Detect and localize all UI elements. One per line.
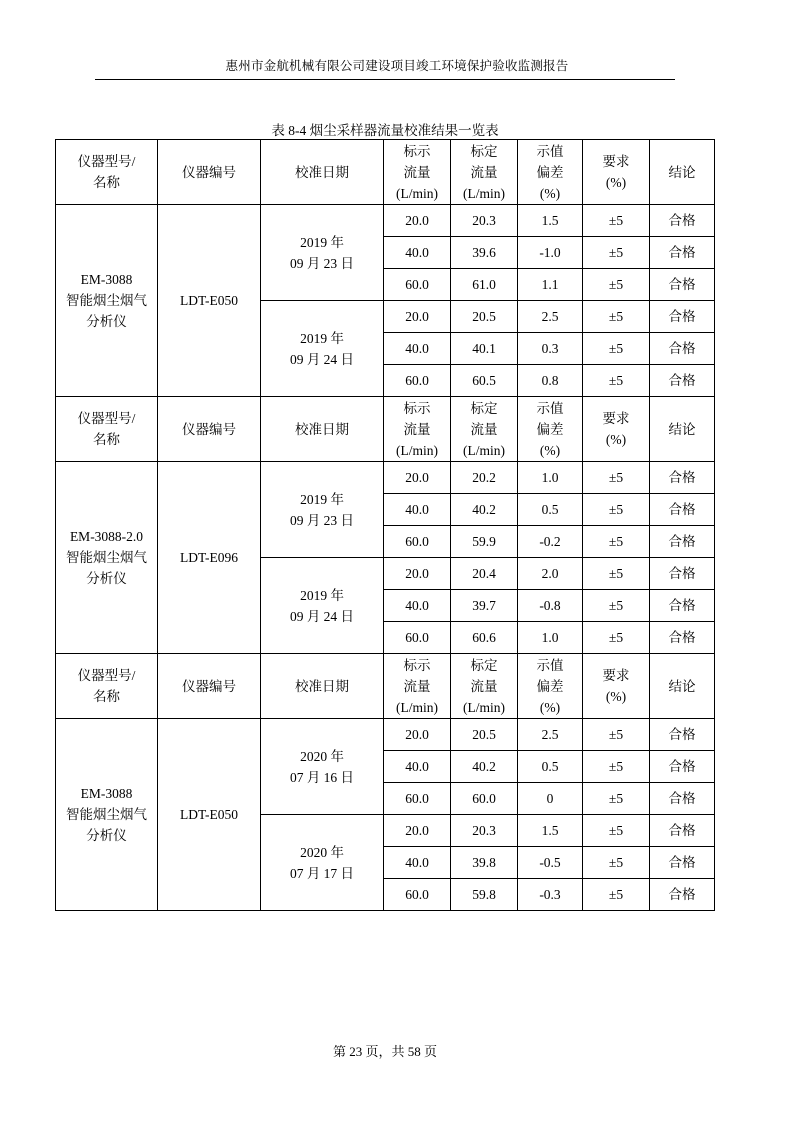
conclusion-cell: 合格	[650, 333, 715, 365]
header-nominal-flow-line: 标示	[403, 143, 431, 159]
calibration-date	[261, 301, 384, 397]
requirement-cell: ±5	[583, 333, 650, 365]
conclusion-cell: 合格	[650, 719, 715, 751]
header-deviation-line: 示值	[536, 143, 564, 159]
header-nominal-flow-line: (L/min)	[396, 442, 438, 458]
page-header: 惠州市金航机械有限公司建设项目竣工环境保护验收监测报告	[225, 59, 569, 73]
nominal-flow-cell: 60.0	[384, 526, 451, 558]
instrument-model-line: EM-3088	[80, 272, 133, 287]
conclusion-cell: 合格	[650, 462, 715, 494]
nominal-flow-cell: 60.0	[384, 622, 451, 654]
header-requirement	[583, 397, 650, 462]
nominal-flow-cell: 20.0	[384, 815, 451, 847]
instrument-serial: LDT-E096	[158, 462, 261, 654]
conclusion-cell: 合格	[650, 237, 715, 269]
deviation-cell: 1.0	[518, 462, 583, 494]
conclusion-cell: 合格	[650, 622, 715, 654]
conclusion-cell: 合格	[650, 526, 715, 558]
nominal-flow-cell: 20.0	[384, 558, 451, 590]
instrument-model-line: EM-3088	[80, 786, 133, 801]
requirement-cell: ±5	[583, 590, 650, 622]
header-requirement-line: 要求	[602, 411, 630, 426]
conclusion-cell: 合格	[650, 301, 715, 333]
header-deviation-line: (%)	[539, 442, 561, 458]
header-standard-flow-line: 流量	[470, 421, 498, 437]
header-standard-flow-line: 流量	[470, 678, 498, 694]
header-standard-flow	[451, 140, 518, 205]
header-model-line: 仪器型号/	[77, 154, 136, 169]
standard-flow-cell: 20.4	[451, 558, 518, 590]
calibration-date	[261, 205, 384, 301]
header-requirement-line: 要求	[602, 154, 630, 169]
nominal-flow-cell: 40.0	[384, 494, 451, 526]
conclusion-cell: 合格	[650, 815, 715, 847]
standard-flow-cell: 39.6	[451, 237, 518, 269]
header-date: 校准日期	[261, 140, 384, 205]
table-row	[56, 205, 715, 237]
header-standard-flow-line: (L/min)	[463, 699, 505, 715]
header-model-line: 名称	[93, 689, 120, 704]
header-nominal-flow	[384, 654, 451, 719]
instrument-serial: LDT-E050	[158, 205, 261, 397]
conclusion-cell: 合格	[650, 590, 715, 622]
deviation-cell: 2.0	[518, 558, 583, 590]
header-row	[56, 654, 715, 719]
deviation-cell: 1.5	[518, 815, 583, 847]
header-deviation-line: 偏差	[536, 421, 564, 437]
header-model-line: 名称	[93, 432, 120, 447]
conclusion-cell: 合格	[650, 879, 715, 911]
deviation-cell: 0.5	[518, 751, 583, 783]
requirement-cell: ±5	[583, 526, 650, 558]
page-number: 第 23 页，共 58 页	[332, 1044, 437, 1059]
instrument-model-line: 智能烟尘烟气	[66, 293, 147, 308]
header-standard-flow	[451, 397, 518, 462]
nominal-flow-cell: 20.0	[384, 719, 451, 751]
header-nominal-flow	[384, 140, 451, 205]
instrument-model-line: 智能烟尘烟气	[66, 550, 147, 565]
table-row	[56, 719, 715, 751]
standard-flow-cell: 60.6	[451, 622, 518, 654]
header-standard-flow-line: 流量	[470, 164, 498, 180]
header-deviation	[518, 654, 583, 719]
calibration-date-line: 07 月 16 日	[289, 769, 355, 785]
standard-flow-cell: 40.2	[451, 494, 518, 526]
standard-flow-cell: 20.2	[451, 462, 518, 494]
header-nominal-flow-line: 流量	[403, 421, 431, 437]
header-deviation-line: 示值	[536, 657, 564, 673]
standard-flow-cell: 40.2	[451, 751, 518, 783]
requirement-cell: ±5	[583, 847, 650, 879]
conclusion-cell: 合格	[650, 783, 715, 815]
header-conclusion: 结论	[650, 654, 715, 719]
requirement-cell: ±5	[583, 494, 650, 526]
calibration-date	[261, 558, 384, 654]
header-standard-flow	[451, 654, 518, 719]
standard-flow-cell: 20.3	[451, 205, 518, 237]
nominal-flow-cell: 20.0	[384, 301, 451, 333]
header-requirement-line: (%)	[605, 175, 627, 190]
deviation-cell: -0.3	[518, 879, 583, 911]
calibration-date-line: 2019 年	[300, 330, 344, 346]
header-nominal-flow	[384, 397, 451, 462]
instrument-model-line: 分析仪	[86, 571, 127, 586]
requirement-cell: ±5	[583, 879, 650, 911]
header-date: 校准日期	[261, 397, 384, 462]
calibration-date-line: 09 月 24 日	[289, 608, 355, 624]
standard-flow-cell: 39.7	[451, 590, 518, 622]
calibration-date-line: 2020 年	[300, 748, 344, 764]
header-nominal-flow-line: 流量	[403, 678, 431, 694]
header-requirement	[583, 140, 650, 205]
deviation-cell: 2.5	[518, 301, 583, 333]
nominal-flow-cell: 60.0	[384, 879, 451, 911]
header-serial: 仪器编号	[158, 397, 261, 462]
deviation-cell: 0.8	[518, 365, 583, 397]
calibration-date-line: 09 月 23 日	[289, 255, 355, 271]
header-requirement-line: (%)	[605, 689, 627, 704]
nominal-flow-cell: 20.0	[384, 462, 451, 494]
requirement-cell: ±5	[583, 237, 650, 269]
header-row	[56, 140, 715, 205]
header-model	[56, 140, 158, 205]
nominal-flow-cell: 40.0	[384, 590, 451, 622]
header-standard-flow-line: (L/min)	[463, 442, 505, 458]
header-standard-flow-line: (L/min)	[463, 185, 505, 201]
header-model	[56, 397, 158, 462]
header-deviation	[518, 397, 583, 462]
deviation-cell: 1.5	[518, 205, 583, 237]
instrument-model-line: 分析仪	[86, 828, 127, 843]
conclusion-cell: 合格	[650, 558, 715, 590]
conclusion-cell: 合格	[650, 751, 715, 783]
deviation-cell: -0.8	[518, 590, 583, 622]
calibration-date-line: 07 月 17 日	[289, 865, 355, 881]
header-row	[56, 397, 715, 462]
header-date: 校准日期	[261, 654, 384, 719]
header-nominal-flow-line: 标示	[403, 657, 431, 673]
deviation-cell: -1.0	[518, 237, 583, 269]
deviation-cell: 2.5	[518, 719, 583, 751]
requirement-cell: ±5	[583, 558, 650, 590]
standard-flow-cell: 20.3	[451, 815, 518, 847]
header-nominal-flow-line: 流量	[403, 164, 431, 180]
header-requirement-line: 要求	[602, 668, 630, 683]
header-serial: 仪器编号	[158, 654, 261, 719]
instrument-model	[56, 205, 158, 397]
requirement-cell: ±5	[583, 751, 650, 783]
header-conclusion: 结论	[650, 397, 715, 462]
header-model-line: 仪器型号/	[77, 668, 136, 683]
header-deviation-line: 偏差	[536, 164, 564, 180]
calibration-date-line: 2019 年	[300, 491, 344, 507]
deviation-cell: 0	[518, 783, 583, 815]
instrument-model-line: 分析仪	[86, 314, 127, 329]
nominal-flow-cell: 20.0	[384, 205, 451, 237]
standard-flow-cell: 40.1	[451, 333, 518, 365]
header-nominal-flow-line: (L/min)	[396, 185, 438, 201]
requirement-cell: ±5	[583, 622, 650, 654]
header-conclusion: 结论	[650, 140, 715, 205]
nominal-flow-cell: 40.0	[384, 237, 451, 269]
header-rule	[95, 79, 675, 80]
conclusion-cell: 合格	[650, 494, 715, 526]
table-body	[56, 140, 715, 911]
deviation-cell: -0.5	[518, 847, 583, 879]
deviation-cell: -0.2	[518, 526, 583, 558]
deviation-cell: 1.1	[518, 269, 583, 301]
header-deviation	[518, 140, 583, 205]
header-model-line: 仪器型号/	[77, 411, 136, 426]
header-deviation-line: (%)	[539, 699, 561, 715]
nominal-flow-cell: 60.0	[384, 269, 451, 301]
header-requirement-line: (%)	[605, 432, 627, 447]
calibration-date-line: 09 月 24 日	[289, 351, 355, 367]
instrument-model-line: 智能烟尘烟气	[66, 807, 147, 822]
table-caption: 表 8-4 烟尘采样器流量校准结果一览表	[271, 123, 499, 138]
standard-flow-cell: 20.5	[451, 301, 518, 333]
deviation-cell: 1.0	[518, 622, 583, 654]
header-standard-flow-line: 标定	[470, 143, 498, 159]
nominal-flow-cell: 40.0	[384, 751, 451, 783]
header-nominal-flow-line: 标示	[403, 400, 431, 416]
nominal-flow-cell: 40.0	[384, 847, 451, 879]
requirement-cell: ±5	[583, 462, 650, 494]
header-serial: 仪器编号	[158, 140, 261, 205]
standard-flow-cell: 61.0	[451, 269, 518, 301]
requirement-cell: ±5	[583, 301, 650, 333]
header-standard-flow-line: 标定	[470, 400, 498, 416]
requirement-cell: ±5	[583, 783, 650, 815]
standard-flow-cell: 60.5	[451, 365, 518, 397]
header-model-line: 名称	[93, 175, 120, 190]
standard-flow-cell: 59.9	[451, 526, 518, 558]
calibration-date-line: 2020 年	[300, 844, 344, 860]
table-row	[56, 462, 715, 494]
nominal-flow-cell: 40.0	[384, 333, 451, 365]
header-requirement	[583, 654, 650, 719]
standard-flow-cell: 59.8	[451, 879, 518, 911]
deviation-cell: 0.5	[518, 494, 583, 526]
requirement-cell: ±5	[583, 815, 650, 847]
requirement-cell: ±5	[583, 365, 650, 397]
calibration-date	[261, 815, 384, 911]
calibration-date-line: 09 月 23 日	[289, 512, 355, 528]
calibration-date	[261, 462, 384, 558]
calibration-date-line: 2019 年	[300, 234, 344, 250]
calibration-date-line: 2019 年	[300, 587, 344, 603]
header-standard-flow-line: 标定	[470, 657, 498, 673]
conclusion-cell: 合格	[650, 269, 715, 301]
header-deviation-line: 偏差	[536, 678, 564, 694]
instrument-serial: LDT-E050	[158, 719, 261, 911]
deviation-cell: 0.3	[518, 333, 583, 365]
nominal-flow-cell: 60.0	[384, 783, 451, 815]
nominal-flow-cell: 60.0	[384, 365, 451, 397]
requirement-cell: ±5	[583, 719, 650, 751]
requirement-cell: ±5	[583, 205, 650, 237]
instrument-model-line: EM-3088-2.0	[69, 529, 144, 544]
standard-flow-cell: 39.8	[451, 847, 518, 879]
standard-flow-cell: 20.5	[451, 719, 518, 751]
conclusion-cell: 合格	[650, 205, 715, 237]
conclusion-cell: 合格	[650, 847, 715, 879]
standard-flow-cell: 60.0	[451, 783, 518, 815]
instrument-model	[56, 462, 158, 654]
instrument-model	[56, 719, 158, 911]
header-deviation-line: 示值	[536, 400, 564, 416]
header-model	[56, 654, 158, 719]
calibration-table	[55, 139, 715, 911]
conclusion-cell: 合格	[650, 365, 715, 397]
calibration-date	[261, 719, 384, 815]
header-deviation-line: (%)	[539, 185, 561, 201]
header-nominal-flow-line: (L/min)	[396, 699, 438, 715]
requirement-cell: ±5	[583, 269, 650, 301]
